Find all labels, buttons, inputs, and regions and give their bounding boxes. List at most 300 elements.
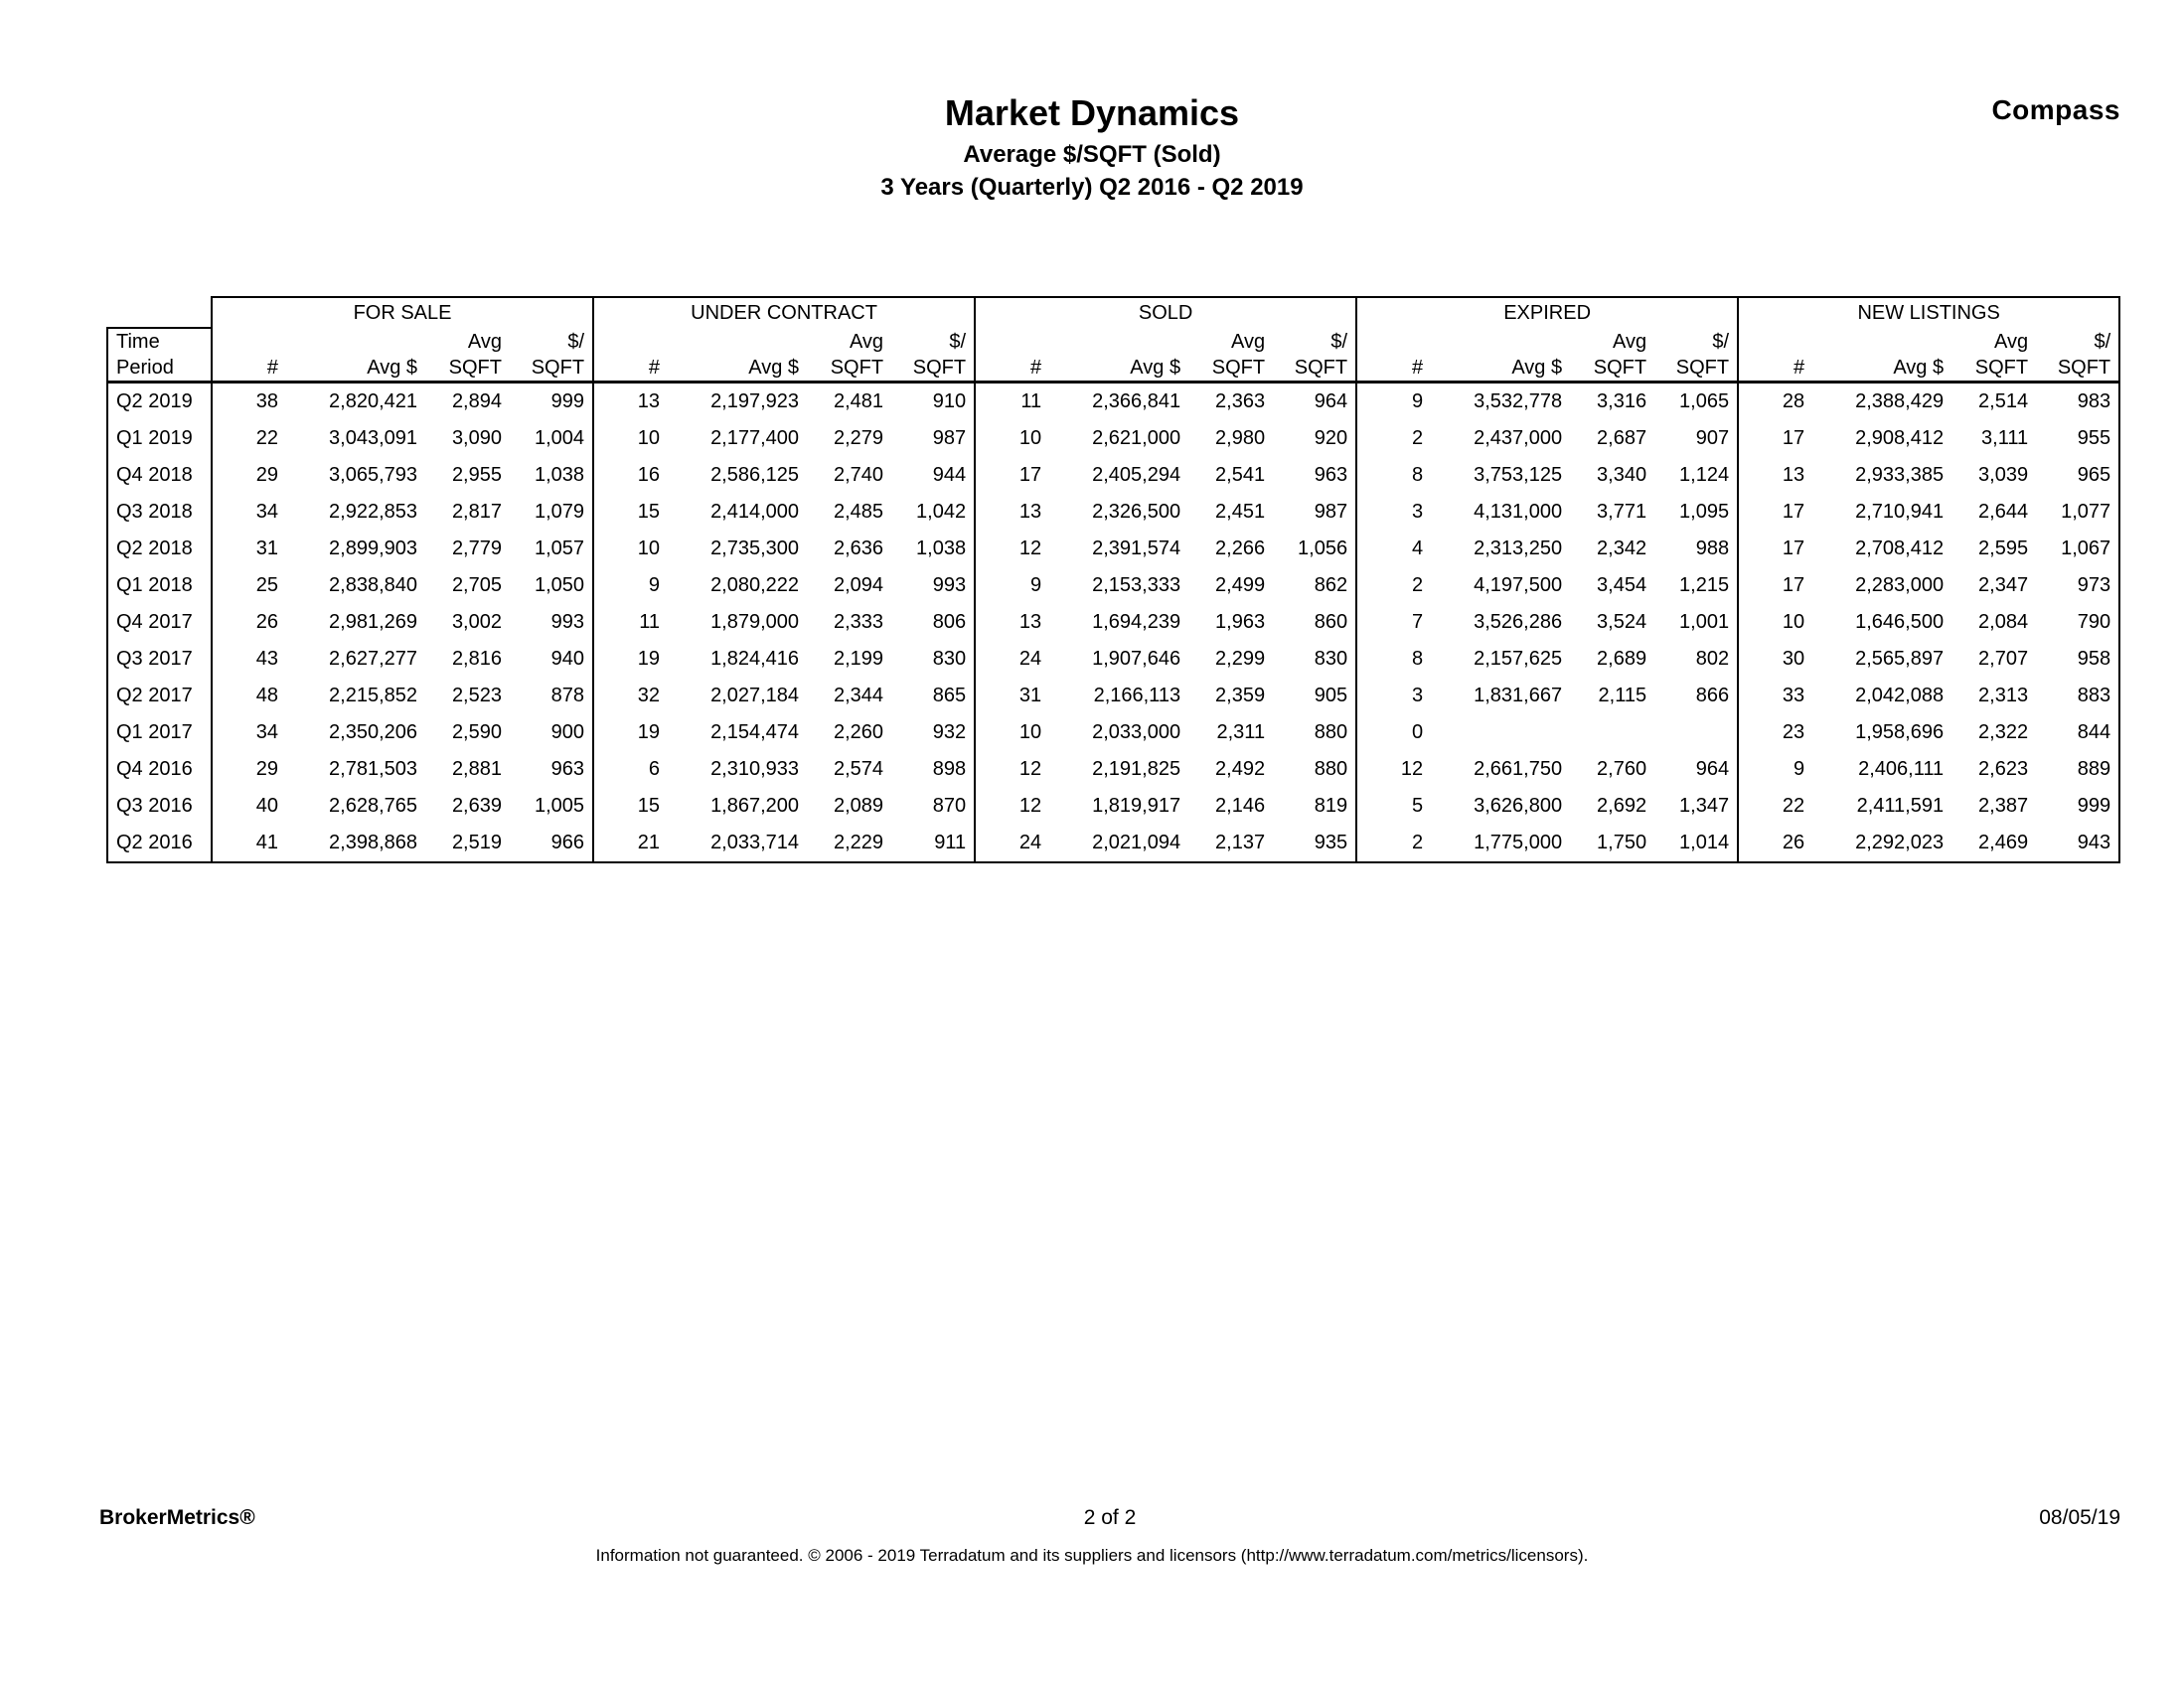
table-cell: 3,340: [1597, 464, 1647, 487]
table-cell: 2,146: [1215, 795, 1266, 818]
table-cell: 2,363: [1215, 390, 1266, 413]
table-cell: 2,266: [1215, 537, 1266, 560]
table-cell: 988: [1695, 537, 1730, 560]
table-cell: 999: [2036, 788, 2119, 825]
table-cell: 898: [932, 758, 967, 781]
column-header: Avg $: [1049, 328, 1188, 383]
table-row: [107, 457, 2119, 494]
time-period-cell: Q1 2019: [107, 420, 212, 457]
table-cell: 2,980: [1215, 427, 1266, 450]
table-cell: 17: [1738, 420, 1812, 457]
table-row: [107, 383, 2119, 421]
table-cell: 4,197,500: [1474, 574, 1563, 597]
column-header: Avg $: [668, 328, 807, 383]
table-cell: 1,038: [916, 537, 967, 560]
table-cell: 1,831,667: [1474, 685, 1563, 707]
table-row: [107, 567, 2119, 604]
table-cell: 3,526,286: [1474, 611, 1563, 634]
table-cell: 32: [593, 678, 668, 714]
table-cell: 2,344: [833, 685, 884, 707]
brokermetrics-label: BrokerMetrics®: [99, 1506, 255, 1529]
time-period-cell: Q3 2017: [107, 641, 212, 678]
table-cell: 932: [932, 721, 967, 744]
time-period-cell: Q2 2017: [107, 678, 212, 714]
table-cell: 12: [975, 788, 1049, 825]
table-cell: 2,191,825: [1092, 758, 1181, 781]
table-cell: 2,740: [833, 464, 884, 487]
table-cell: 862: [1314, 574, 1348, 597]
column-header-row: [107, 328, 2119, 383]
table-cell: 2,405,294: [1092, 464, 1181, 487]
column-header: Avg SQFT: [807, 328, 891, 383]
table-cell: 11: [593, 604, 668, 641]
table-cell: 3,111: [1981, 427, 2029, 450]
table-cell: 935: [1273, 825, 1356, 862]
table-cell: 830: [932, 648, 967, 671]
table-cell: 1,958,696: [1855, 721, 1945, 744]
table-cell: 2,387: [1978, 795, 2029, 818]
table-cell: 17: [975, 457, 1049, 494]
table-cell: [1654, 714, 1738, 751]
table-cell: 1,038: [534, 464, 585, 487]
table-cell: 3,039: [1978, 464, 2029, 487]
table-cell: 2,451: [1215, 501, 1266, 524]
table-row: [107, 788, 2119, 825]
table-cell: 22: [212, 420, 286, 457]
table-cell: 2,229: [807, 825, 891, 862]
table-cell: 1,215: [1679, 574, 1730, 597]
table-cell: 9: [1356, 383, 1431, 421]
table-cell: 3: [1356, 494, 1431, 531]
table-cell: 964: [1695, 758, 1730, 781]
table-cell: 993: [932, 574, 967, 597]
table-cell: 900: [550, 721, 585, 744]
table-cell: 2,299: [1215, 648, 1266, 671]
table-cell: 905: [1314, 685, 1348, 707]
table-cell: 1,963: [1215, 611, 1266, 634]
table-cell: 2,514: [1978, 390, 2029, 413]
table-cell: 12: [1356, 751, 1431, 788]
table-cell: 2,292,023: [1812, 825, 1951, 862]
table-cell: 2,313,250: [1474, 537, 1563, 560]
table-cell: 33: [1738, 678, 1812, 714]
table-cell: 907: [1695, 427, 1730, 450]
table-cell: 2,157,625: [1474, 648, 1563, 671]
group-header-under-contract: UNDER CONTRACT: [593, 297, 975, 328]
table-cell: 2: [1356, 420, 1431, 457]
table-cell: 31: [212, 531, 286, 567]
table-cell: 2,779: [451, 537, 502, 560]
table-cell: 2,347: [1978, 574, 2029, 597]
table-cell: 2,279: [833, 427, 884, 450]
table-cell: 2,215,852: [329, 685, 417, 707]
table-cell: 19: [593, 641, 668, 678]
time-period-cell: Q3 2018: [107, 494, 212, 531]
table-cell: 2,636: [833, 537, 884, 560]
table-cell: 2,623: [1978, 758, 2029, 781]
table-cell: 2,166,113: [1093, 685, 1181, 707]
table-cell: 2,359: [1215, 685, 1266, 707]
table-cell: 2,519: [425, 825, 510, 862]
table-cell: 920: [1314, 427, 1348, 450]
table-cell: 28: [1738, 383, 1812, 421]
table-cell: 2,692: [1597, 795, 1647, 818]
table-cell: 2,080,222: [710, 574, 800, 597]
table-cell: 870: [932, 795, 967, 818]
table-cell: 944: [932, 464, 967, 487]
group-header-for-sale: FOR SALE: [212, 297, 593, 328]
table-cell: 12: [975, 751, 1049, 788]
table-cell: 806: [932, 611, 967, 634]
table-cell: 2,094: [833, 574, 884, 597]
table-cell: 883: [2036, 678, 2119, 714]
table-cell: 17: [1738, 494, 1812, 531]
column-header: $/ SQFT: [510, 328, 593, 383]
table-body: [107, 383, 2119, 863]
table-cell: 2,894: [451, 390, 502, 413]
table-cell: 34: [212, 494, 286, 531]
table-cell: 30: [1738, 641, 1812, 678]
table-cell: 966: [510, 825, 593, 862]
table-cell: 2,199: [833, 648, 884, 671]
time-period-cell: Q2 2019: [107, 383, 212, 421]
table-cell: 2,955: [451, 464, 502, 487]
table-cell: 2,492: [1215, 758, 1266, 781]
table-cell: 2,590: [451, 721, 502, 744]
table-cell: 2,084: [1978, 611, 2029, 634]
table-cell: 8: [1356, 641, 1431, 678]
table-cell: 2,154,474: [710, 721, 800, 744]
table-cell: 1,819,917: [1092, 795, 1181, 818]
group-header-new-listings: NEW LISTINGS: [1738, 297, 2119, 328]
table-cell: 1,050: [534, 574, 585, 597]
table-cell: 2,899,903: [329, 537, 417, 560]
column-header: #: [975, 328, 1049, 383]
table-cell: 24: [975, 825, 1049, 862]
table-cell: 2,406,111: [1858, 758, 1945, 781]
table-cell: 2,391,574: [1092, 537, 1181, 560]
table-cell: 880: [1314, 721, 1348, 744]
table-cell: 1,001: [1679, 611, 1730, 634]
table-cell: 2,485: [833, 501, 884, 524]
table-cell: 24: [975, 641, 1049, 678]
table-row: [107, 494, 2119, 531]
report-subtitle-1: Average $/SQFT (Sold): [963, 140, 1221, 168]
table-cell: 973: [2036, 567, 2119, 604]
table-cell: 2,481: [833, 390, 884, 413]
page-title: Market Dynamics: [944, 92, 1240, 133]
table-row: [107, 714, 2119, 751]
table-cell: 2,333: [833, 611, 884, 634]
table-cell: 2,644: [1978, 501, 2029, 524]
table-cell: 34: [212, 714, 286, 751]
time-period-cell: Q2 2018: [107, 531, 212, 567]
table-cell: 13: [1738, 457, 1812, 494]
table-cell: 2,689: [1597, 648, 1647, 671]
table-cell: 3,753,125: [1474, 464, 1563, 487]
table-row: [107, 678, 2119, 714]
table-cell: 41: [212, 825, 286, 862]
table-cell: 8: [1356, 457, 1431, 494]
table-cell: 2,705: [451, 574, 502, 597]
table-cell: 2,708,412: [1855, 537, 1945, 560]
report-date: 08/05/19: [2039, 1506, 2120, 1529]
column-header: Avg $: [1431, 328, 1570, 383]
table-cell: 2,388,429: [1855, 390, 1945, 413]
table-row: [107, 531, 2119, 567]
table-cell: 2,595: [1978, 537, 2029, 560]
group-header-expired: EXPIRED: [1356, 297, 1738, 328]
table-cell: 1,750: [1570, 825, 1654, 862]
table-row: [107, 825, 2119, 862]
table-cell: 9: [593, 567, 668, 604]
time-period-cell: Q4 2016: [107, 751, 212, 788]
table-cell: 2,283,000: [1855, 574, 1945, 597]
table-cell: 866: [1695, 685, 1730, 707]
column-header: #: [1738, 328, 1812, 383]
table-cell: 3,002: [451, 611, 502, 634]
table-cell: 2,177,400: [710, 427, 800, 450]
table-cell: 2,310,933: [710, 758, 800, 781]
table-cell: 1,067: [2036, 531, 2119, 567]
table-cell: 31: [975, 678, 1049, 714]
table-cell: 2,981,269: [329, 611, 417, 634]
table-cell: 15: [593, 494, 668, 531]
table-cell: 12: [975, 531, 1049, 567]
table-cell: 2,710,941: [1855, 501, 1945, 524]
time-period-cell: Q3 2016: [107, 788, 212, 825]
table-cell: 2,311: [1216, 721, 1266, 744]
table-cell: 2,137: [1188, 825, 1273, 862]
table-cell: 23: [1738, 714, 1812, 751]
table-cell: 13: [593, 383, 668, 421]
table-cell: 38: [212, 383, 286, 421]
table-cell: 880: [1314, 758, 1348, 781]
table-cell: 889: [2036, 751, 2119, 788]
column-header: $/ SQFT: [1273, 328, 1356, 383]
table-cell: 963: [550, 758, 585, 781]
table-cell: 983: [2036, 383, 2119, 421]
table-cell: 1,079: [534, 501, 585, 524]
group-header-row: [107, 297, 2119, 328]
table-cell: 10: [975, 420, 1049, 457]
table-cell: [1431, 714, 1570, 751]
table-cell: 40: [212, 788, 286, 825]
table-cell: 1,775,000: [1431, 825, 1570, 862]
table-row: [107, 604, 2119, 641]
table-cell: 1,014: [1654, 825, 1738, 862]
table-cell: 1,124: [1679, 464, 1730, 487]
table-cell: 13: [975, 604, 1049, 641]
table-cell: 4: [1356, 531, 1431, 567]
table-cell: 2,627,277: [329, 648, 417, 671]
table-cell: 2,565,897: [1855, 648, 1945, 671]
table-cell: 1,057: [534, 537, 585, 560]
table-cell: 43: [212, 641, 286, 678]
table-cell: 3,090: [451, 427, 502, 450]
column-header: Avg SQFT: [425, 328, 510, 383]
table-cell: 1,004: [534, 427, 585, 450]
table-cell: 2,197,923: [710, 390, 800, 413]
table-cell: 4,131,000: [1474, 501, 1563, 524]
table-cell: 2,322: [1978, 721, 2029, 744]
table-cell: 2,820,421: [329, 390, 417, 413]
table-cell: [1570, 714, 1654, 751]
table-cell: 10: [593, 420, 668, 457]
table-cell: 2,326,500: [1092, 501, 1181, 524]
column-header: Avg SQFT: [1951, 328, 2036, 383]
table-cell: 3,626,800: [1474, 795, 1563, 818]
time-period-cell: Q4 2017: [107, 604, 212, 641]
table-cell: 2,574: [833, 758, 884, 781]
table-cell: 2,342: [1597, 537, 1647, 560]
table-cell: 2,313: [1978, 685, 2029, 707]
table-cell: 2: [1356, 567, 1431, 604]
table-cell: 9: [1738, 751, 1812, 788]
table-cell: 910: [932, 390, 967, 413]
table-cell: 5: [1356, 788, 1431, 825]
table-cell: 2,411,591: [1856, 795, 1945, 818]
table-cell: 26: [212, 604, 286, 641]
table-cell: 2,707: [1978, 648, 2029, 671]
report-header: [0, 0, 2184, 201]
table-cell: 48: [212, 678, 286, 714]
table-cell: 10: [593, 531, 668, 567]
corner-spacer: [107, 297, 212, 328]
table-cell: 13: [975, 494, 1049, 531]
time-period-cell: Q4 2018: [107, 457, 212, 494]
table-cell: 2,817: [451, 501, 502, 524]
page-number: 2 of 2: [1083, 1506, 1137, 1529]
table-cell: 2,922,853: [329, 501, 417, 524]
table-cell: 2,908,412: [1855, 427, 1945, 450]
table-cell: 2,414,000: [710, 501, 800, 524]
table-cell: 2,586,125: [710, 464, 800, 487]
table-cell: 2,687: [1597, 427, 1647, 450]
group-header-sold: SOLD: [975, 297, 1356, 328]
table-row: [107, 751, 2119, 788]
table-cell: 958: [2036, 641, 2119, 678]
table-cell: 2,881: [451, 758, 502, 781]
table-cell: 10: [1738, 604, 1812, 641]
column-header: Avg SQFT: [1188, 328, 1273, 383]
table-cell: 10: [975, 714, 1049, 751]
column-header: #: [1356, 328, 1431, 383]
table-cell: 2,033,714: [668, 825, 807, 862]
table-cell: 2,933,385: [1855, 464, 1945, 487]
table-cell: 987: [1314, 501, 1348, 524]
table-cell: 965: [2036, 457, 2119, 494]
column-header: $/ SQFT: [1654, 328, 1738, 383]
column-header: Avg $: [286, 328, 425, 383]
table-cell: 819: [1314, 795, 1348, 818]
table-cell: 3,065,793: [329, 464, 417, 487]
table-cell: 2,735,300: [710, 537, 800, 560]
table-cell: 999: [550, 390, 585, 413]
column-header: Avg SQFT: [1570, 328, 1654, 383]
table-cell: 7: [1356, 604, 1431, 641]
table-cell: 3,771: [1597, 501, 1647, 524]
table-cell: 3,532,778: [1474, 390, 1563, 413]
time-period-header-line1: Time: [116, 331, 160, 354]
table-cell: 860: [1314, 611, 1348, 634]
table-cell: 29: [212, 751, 286, 788]
table-cell: 15: [593, 788, 668, 825]
table-cell: 802: [1695, 648, 1730, 671]
table-cell: 844: [2036, 714, 2119, 751]
column-header: $/ SQFT: [2036, 328, 2119, 383]
table-cell: 3,316: [1597, 390, 1647, 413]
table-cell: 2,350,206: [329, 721, 417, 744]
table-cell: 2,033,000: [1092, 721, 1181, 744]
table-cell: 2,366,841: [1092, 390, 1181, 413]
column-header: Avg $: [1812, 328, 1951, 383]
table-cell: 1,056: [1298, 537, 1348, 560]
table-cell: 2,621,000: [1092, 427, 1181, 450]
table-cell: 987: [932, 427, 967, 450]
table-cell: 2,816: [451, 648, 502, 671]
table-cell: 2,781,503: [329, 758, 417, 781]
table-cell: 2,115: [1598, 685, 1647, 707]
table-cell: 2,639: [451, 795, 502, 818]
table-cell: 940: [550, 648, 585, 671]
column-header: #: [212, 328, 286, 383]
table-cell: 2: [1356, 825, 1431, 862]
table-cell: 2,628,765: [329, 795, 417, 818]
table-cell: 993: [550, 611, 585, 634]
table-cell: 3,524: [1597, 611, 1647, 634]
table-cell: 19: [593, 714, 668, 751]
table-cell: 1,879,000: [710, 611, 800, 634]
time-period-cell: Q1 2017: [107, 714, 212, 751]
table-cell: 26: [1738, 825, 1812, 862]
table-cell: 878: [550, 685, 585, 707]
table-cell: 963: [1314, 464, 1348, 487]
table-cell: 2,523: [451, 685, 502, 707]
table-cell: 790: [2036, 604, 2119, 641]
column-header: $/ SQFT: [891, 328, 975, 383]
table-cell: 2,760: [1597, 758, 1647, 781]
table-cell: 17: [1738, 567, 1812, 604]
table-cell: 2,089: [833, 795, 884, 818]
table-cell: 2,042,088: [1855, 685, 1945, 707]
time-period-cell: Q2 2016: [107, 825, 212, 862]
table-cell: 865: [932, 685, 967, 707]
table-cell: 1,646,500: [1855, 611, 1945, 634]
table-cell: 1,042: [916, 501, 967, 524]
table-row: [107, 420, 2119, 457]
table-cell: 11: [975, 383, 1049, 421]
compass-logo: Compass: [1991, 94, 2120, 125]
table-cell: 1,907,646: [1092, 648, 1181, 671]
table-cell: 1,694,239: [1092, 611, 1181, 634]
table-cell: 0: [1356, 714, 1431, 751]
table-cell: 21: [593, 825, 668, 862]
table-cell: 2,260: [833, 721, 884, 744]
table-cell: 1,824,416: [710, 648, 800, 671]
table-cell: 1,095: [1679, 501, 1730, 524]
table-cell: 3: [1356, 678, 1431, 714]
market-dynamics-table: [106, 296, 2120, 863]
table-cell: 29: [212, 457, 286, 494]
table-cell: 6: [593, 751, 668, 788]
report-subtitle-2: 3 Years (Quarterly) Q2 2016 - Q2 2019: [880, 173, 1304, 201]
table-cell: 911: [891, 825, 975, 862]
table-cell: 2,027,184: [710, 685, 800, 707]
table-cell: 25: [212, 567, 286, 604]
table-cell: 2,153,333: [1092, 574, 1181, 597]
table-cell: 2,021,094: [1049, 825, 1188, 862]
